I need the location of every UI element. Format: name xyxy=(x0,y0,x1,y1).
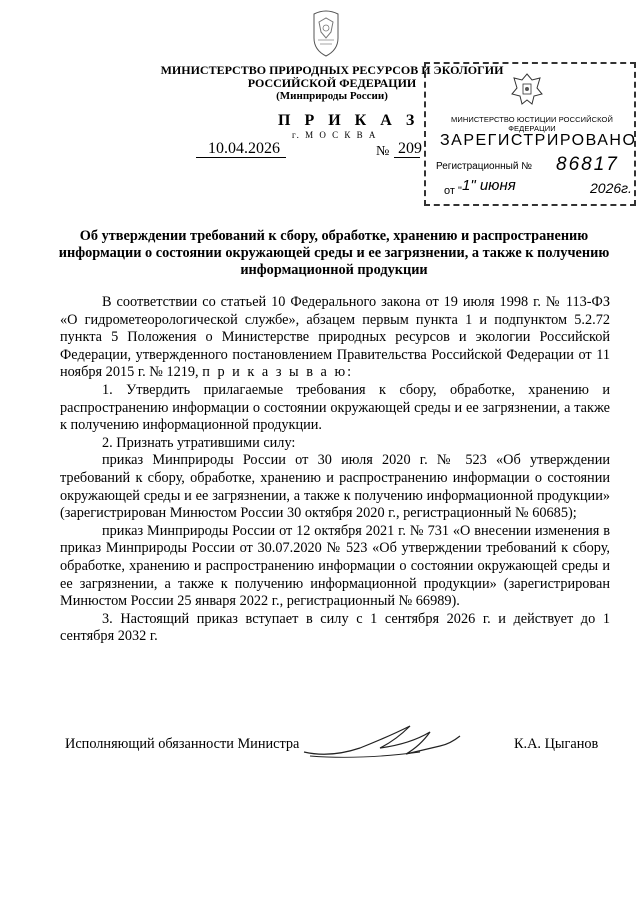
emblem-icon xyxy=(506,70,548,110)
ministry-short-name: (Минприроды России) xyxy=(276,90,388,102)
preamble-text: В соответствии со статьей 10 Федерального закона от 19 июля 1998 г. № 113-ФЗ «О гидрометеорологической службе», абзацем первым пункта 1 и подпунктом 5.2.72 пункта 5 Положения о Министерстве природных ресурсов и экологии Российской Федерации, утвержденного постановлением Правительства Российской Федерации от 11 ноября 2015 г. № 1219, xyxy=(60,294,610,381)
document-type: П Р И К А З xyxy=(278,112,420,129)
handwritten-signature xyxy=(300,718,470,764)
ministry-name-line2: РОССИЙСКОЙ ФЕДЕРАЦИИ xyxy=(247,76,417,90)
stamp-ministry: МИНИСТЕРСТВО ЮСТИЦИИ РОССИЙСКОЙ ФЕДЕРАЦИИ xyxy=(451,115,613,133)
document-number: 209 xyxy=(398,140,422,157)
coat-of-arms-icon xyxy=(306,8,346,58)
document-title: Об утверждении требований к сбору, обработке, хранению и распространению информации о состоянии окружающей среды и ее загрязнении, а также к получению информационной продукции xyxy=(58,228,610,278)
stamp-from-label: от " xyxy=(444,185,462,197)
paragraph-revoked-2: приказ Минприроды России от 12 октября 2021 г. № 731 «О внесении изменения в приказ Минприроды России от 30.07.2020 № 523 «Об утверждении требований к сбору, обработке, хранению и распространению информации о состоянии окружающей среды и ее загрязнении, а также к получению информационной продукции» (зарегистрирован Минюстом России 25 января 2022 г., регистрационный № 66989). xyxy=(60,522,610,610)
order-word: п р и к а з ы в а ю: xyxy=(202,364,354,381)
stamp-status: ЗАРЕГИСТРИРОВАНО xyxy=(440,132,637,149)
document-date: 10.04.2026 xyxy=(208,140,280,157)
date-underline xyxy=(196,157,286,158)
stamp-reg-date: 1" июня xyxy=(462,177,516,194)
number-sign: № xyxy=(376,144,390,159)
signatory-name: К.А. Цыганов xyxy=(514,736,599,752)
registration-stamp xyxy=(424,62,636,206)
paragraph-item-2: 2. Признать утратившими силу: xyxy=(102,434,296,451)
paragraph-item-1: 1. Утвердить прилагаемые требования к сбору, обработке, хранению и распространению информации о состоянии окружающей среды и ее загрязнении, а также к получению информационной продукции. xyxy=(60,381,610,434)
ministry-name-line1: МИНИСТЕРСТВО ПРИРОДНЫХ РЕСУРСОВ И ЭКОЛОГИИ xyxy=(160,63,504,77)
signatory-position: Исполняющий обязанности Министра xyxy=(65,736,300,752)
document-body xyxy=(60,294,610,646)
paragraph-item-3: 3. Настоящий приказ вступает в силу с 1 сентября 2026 г. и действует до 1 сентября 2032 г. xyxy=(60,610,610,645)
stamp-reg-year: 2026г. xyxy=(590,180,632,196)
paragraph-revoked-1: приказ Минприроды России от 30 июля 2020 г. № 523 «Об утверждении требований к сбору, обработке, хранению и распространению информации о состоянии окружающей среды и ее загрязнении, а также к получению информационной продукции» (зарегистрирован Минюстом России 30 октября 2020 г., регистрационный № 60685); xyxy=(60,452,610,522)
stamp-reg-number: 86817 xyxy=(556,154,619,175)
stamp-reg-label: Регистрационный № xyxy=(436,161,532,172)
document-city: г. М О С К В А xyxy=(292,130,378,140)
number-underline xyxy=(394,157,420,158)
paragraph-preamble xyxy=(60,294,610,382)
